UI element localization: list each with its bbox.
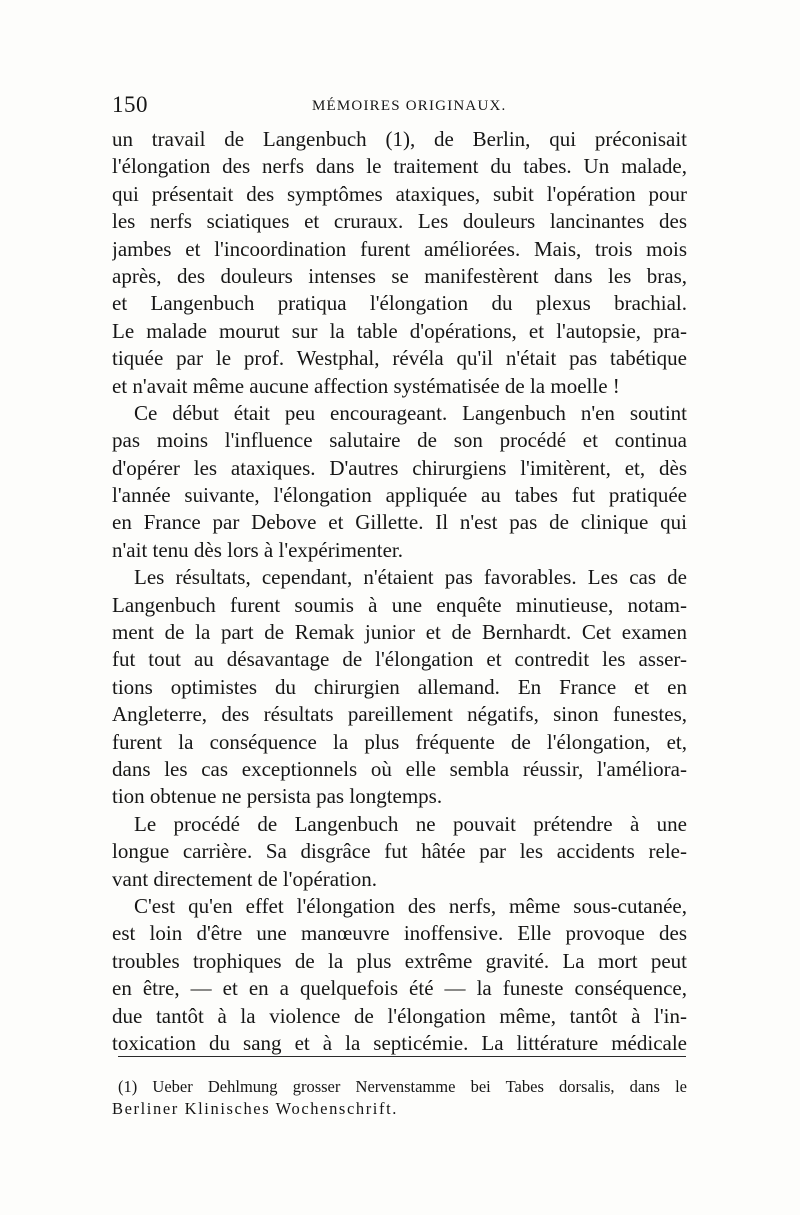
text-line: et Langenbuch pratiqua l'élongation du plexus brachial. — [112, 291, 687, 316]
text-line: en France par Debove et Gillette. Il n'est pas de clinique qui — [112, 510, 687, 535]
text-line: n'ait tenu dès lors à l'expérimenter. — [112, 537, 403, 562]
text-line: Les résultats, cependant, n'étaient pas favorables. Les cas de — [134, 565, 687, 590]
text-line: en être, — et en a quelquefois été — la funeste conséquence, — [112, 976, 687, 1001]
text-line: toxication du sang et à la septicémie. La littérature médicale — [112, 1030, 687, 1055]
text-line: dans les cas exceptionnels où elle sembla réussir, l'améliora- — [112, 756, 687, 781]
text-line: est loin d'être une manœuvre inoffensive. Elle provoque des — [112, 921, 687, 946]
text-line: Langenbuch furent soumis à une enquête minutieuse, notam- — [112, 592, 687, 617]
text-line: vant directement de l'opération. — [112, 866, 378, 891]
text-line: et n'avait même aucune affection systématisée de la moelle ! — [112, 373, 620, 398]
text-line: furent la conséquence la plus fréquente de l'élongation, et, — [112, 729, 687, 754]
text-line: Angleterre, des résultats pareillement négatifs, sinon funestes, — [112, 702, 687, 727]
text-line: Ce début était peu encourageant. Langenbuch n'en soutint — [134, 400, 687, 425]
text-line: tiquée par le prof. Westphal, révéla qu'il n'était pas tabétique — [112, 346, 687, 371]
text-line: les nerfs sciatiques et cruraux. Les douleurs lancinantes des — [112, 209, 687, 234]
footnote-line: (1) Ueber Dehlmung grosser Nervenstamme bei Tabes dorsalis, dans le — [118, 1077, 687, 1096]
text-line: tions optimistes du chirurgien allemand. En France et en — [112, 674, 687, 699]
text-line: C'est qu'en effet l'élongation des nerfs, même sous-cutanée, — [134, 893, 687, 918]
footnotes — [112, 1076, 687, 1120]
text-line: qui présentait des symptômes ataxiques, subit l'opération pour — [112, 181, 687, 206]
text-line: d'opérer les ataxiques. D'autres chirurgiens l'imitèrent, et, dès — [112, 455, 687, 480]
text-line: ment de la part de Remak junior et de Bernhardt. Cet examen — [112, 620, 687, 645]
text-line: longue carrière. Sa disgrâce fut hâtée par les accidents rele- — [112, 839, 687, 864]
text-line: Le procédé de Langenbuch ne pouvait prétendre à une — [134, 811, 687, 836]
text-line: l'année suivante, l'élongation appliquée au tabes fut pratiquée — [112, 483, 687, 508]
text-line: après, des douleurs intenses se manifestèrent dans les bras, — [112, 263, 687, 288]
running-title: MÉMOIRES ORIGINAUX. — [312, 98, 507, 114]
text-line: troubles trophiques de la plus extrême gravité. La mort peut — [112, 948, 687, 973]
footnote-line: Berliner Klinisches Wochenschrift. — [112, 1099, 398, 1118]
text-line: tion obtenue ne persista pas longtemps. — [112, 784, 443, 809]
text-line: fut tout au désavantage de l'élongation et contredit les asser- — [112, 647, 687, 672]
text-line: un travail de Langenbuch (1), de Berlin, qui préconisait — [112, 127, 687, 151]
page-number: 150 — [112, 92, 148, 117]
text-line: due tantôt à la violence de l'élongation même, tantôt à l'in- — [112, 1003, 687, 1028]
footnote-divider — [118, 1056, 686, 1057]
text-line: pas moins l'influence salutaire de son procédé et continua — [112, 428, 687, 453]
text-line: l'élongation des nerfs dans le traitement du tabes. Un malade, — [112, 154, 687, 179]
text-line: jambes et l'incoordination furent améliorées. Mais, trois mois — [112, 236, 687, 261]
body-text — [112, 126, 687, 1057]
running-header — [112, 92, 687, 120]
text-line: Le malade mourut sur la table d'opérations, et l'autopsie, pra- — [112, 318, 687, 343]
